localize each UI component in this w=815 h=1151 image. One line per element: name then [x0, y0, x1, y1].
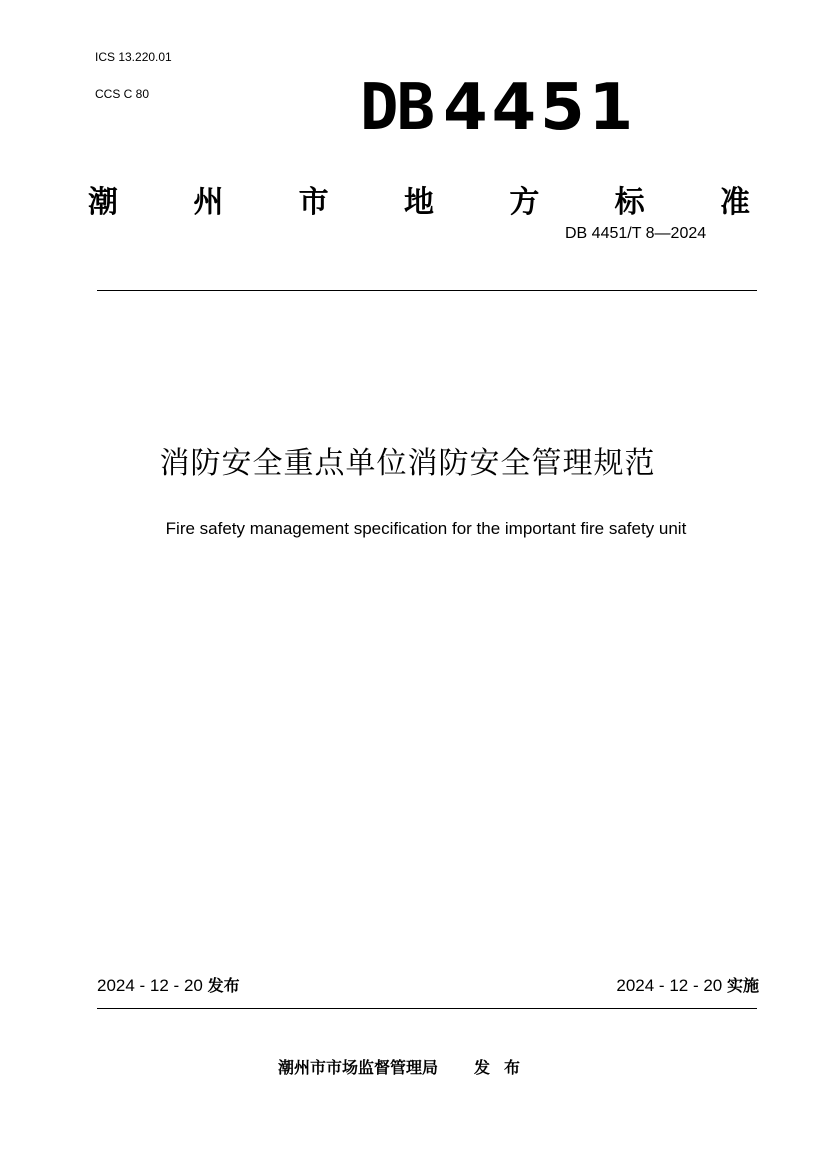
standard-type-char: 标: [614, 185, 645, 220]
standard-type-char: 地: [403, 185, 434, 220]
db-logo: [360, 72, 637, 144]
top-divider: [97, 290, 757, 291]
implementation-date: [616, 973, 759, 996]
ccs-code: CCS C 80: [95, 87, 150, 101]
document-title-cn: 消防安全重点单位消防安全管理规范: [159, 446, 656, 481]
issue-date-label: 发布: [207, 976, 240, 995]
standard-type-char: 州: [193, 185, 224, 220]
publisher-action: 发布: [474, 1058, 535, 1077]
standard-number: DB 4451/T 8—2024: [565, 225, 707, 242]
issue-date-value: 2024 - 12 - 20: [97, 976, 203, 995]
implementation-date-value: 2024 - 12 - 20: [616, 976, 723, 995]
db-logo-number: 4451: [443, 71, 638, 145]
issue-date: [97, 973, 240, 996]
publisher: [278, 1055, 534, 1078]
standard-type-char: 方: [509, 185, 540, 220]
standard-type-char: 市: [298, 185, 329, 220]
standard-type: [88, 183, 750, 223]
implementation-date-label: 实施: [726, 976, 759, 995]
bottom-divider: [97, 1008, 757, 1009]
standard-type-char: 潮: [88, 185, 118, 220]
standard-type-char: 准: [719, 185, 750, 220]
db-logo-prefix: DB: [360, 71, 434, 145]
publisher-name: 潮州市市场监督管理局: [278, 1058, 439, 1077]
ics-code: ICS 13.220.01: [95, 50, 172, 64]
document-title-en: Fire safety management specification for the important fire safety unit: [165, 519, 687, 538]
